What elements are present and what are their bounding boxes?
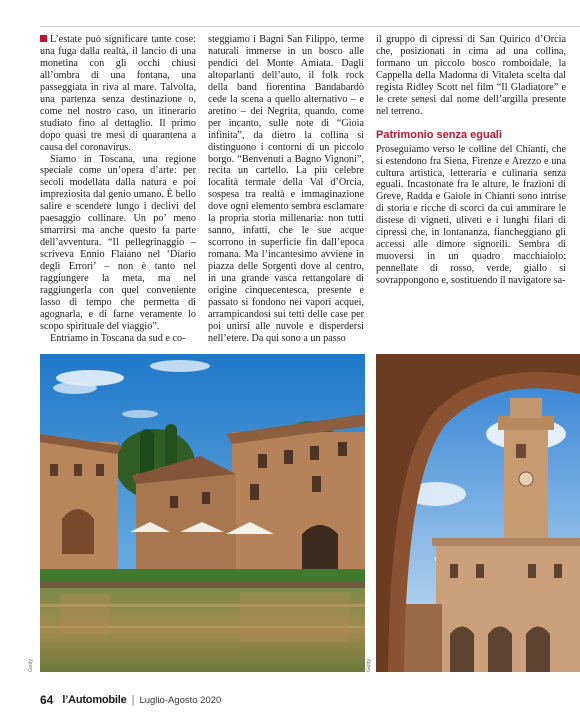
tower-arch-illustration xyxy=(376,354,580,672)
page-number: 64 xyxy=(40,693,54,707)
subheading: Patrimonio senza eguali xyxy=(376,128,502,141)
paragraph-text: L’estate può significare tante cose: una fuga dalla realtà, il lancio di una monetina con gli occhi chiusi all’ombra di una fontana, una passeggiata in riva al mare. Talvolta, una partenza senza destinazione o, come nel nostro caso, un itinerario studiato fino al dettaglio. Il primo dopo quasi tre mesi di quarantena a causa del coronavirus. xyxy=(40,34,196,153)
text-column-2 xyxy=(208,34,364,345)
paragraph: Siamo in Toscana, una regione speciale come un’opera d’arte: per secoli modellata dalla natura e poi impreziosita dal genio umano. È bello salire e scendere lungo i declivi del paesaggio collinare. Un po’ meno smarrirsi ma anche questo fa parte dell’avventura. “Il pellegrinaggio – scriveva Ennio Flaiano nel ‘Diario degli Errori’ – non è tanto nel raggiungere la meta, ma nel raggiungerla con quel conveniente lasso di tempo che permetta di agognarla, e di farne veramente lo scopo spirituale del viaggio”. xyxy=(40,153,196,332)
section-marker-icon xyxy=(40,35,47,42)
text-column-1 xyxy=(40,34,196,345)
paragraph xyxy=(40,34,196,154)
photo-credit: Getty xyxy=(28,658,34,672)
photo-tower-through-arch xyxy=(376,354,580,672)
paragraph: Entriamo in Toscana da sud e co- xyxy=(50,332,186,344)
paragraph: il gruppo di cipressi di San Quirico d’Orcia che, posizionati in cima ad una collina, formano un piccolo bosco romboidale, la Cappella della Madonna di Vitaleta scelta dal regista Ridley Scott nel film “Il Gladiatore” e le crete senesi dal nome dell’argilla presente nel terreno. xyxy=(376,34,566,117)
magazine-logo: l’Automobile xyxy=(62,694,127,706)
bagno-vignoni-illustration xyxy=(40,354,365,672)
paragraph: Proseguiamo verso le colline del Chianti, che si estendono fra Siena, Firenze e Arezzo e una cultura artistica, letteraria e culinaria senza eguali. Incastonate fra le alture, le frazioni di Greve, Radda e Gaiole in Chianti sono intrise di storia e ricche di scorci da cui ammirare le distese di vigneti, uliveti e i lunghi filari di cipressi che, in lontananza, fiancheggiano gli accessi alle dimore signorili. Sembra di muoversi in un quadro macchiaiolo: pennellate di rosso, verde, giallo si sovrappongono e, sostituendo il navigatore sa- xyxy=(376,143,566,287)
footer-separator: | xyxy=(131,694,135,706)
text-column-3 xyxy=(376,34,566,287)
photo-bagno-vignoni xyxy=(40,354,365,672)
photo-credit: Getty xyxy=(366,658,372,672)
issue-date: Luglio-Agosto 2020 xyxy=(139,694,222,706)
top-rule xyxy=(40,26,580,27)
page-footer xyxy=(40,692,221,708)
paragraph: steggiamo i Bagni San Filippo, terme naturali immerse in un bosco alle pendici del Monte Amiata. Dagli altoparlanti dell’auto, il folk rock della band fiorentina Bandabardò cede la scena a quello alternativo – e aretino – dei Negrita, quando, come per incanto, sulle note di “Gioia infinita”, da dietro la collina si distinguono i contorni di un piccolo borgo. “Benvenuti a Bagno Vignoni”, recita un cartello. La più celebre località termale della Val d’Orcia, sospesa tra realtà e immaginazione dove ogni elemento sembra esclamare la propria storia millenaria: non tutti sanno, infatti, che le sue acque scorrono in superficie fin dall’epoca romana. Ma l’incantesimo avviene in piazza delle Sorgenti dove al centro, in una grande vasca rettangolare di origine cinquecentesca, presente e passato si fondono nei vapori acquei, arrampicandosi sui tetti delle case per poi unirsi alle nuvole e disperdersi nell’etere. Da qui sono a un passo xyxy=(208,34,364,344)
